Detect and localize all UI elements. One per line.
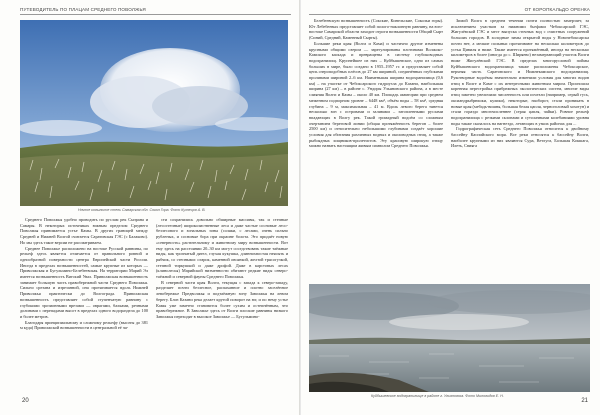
left-column-1	[20, 217, 148, 389]
right-column-2	[451, 18, 589, 280]
left-header-rule	[20, 14, 291, 15]
paragraph: Зимой Волга в среднем течении почти полностью замерзает, за исключением участков за нижними бьефами Чебоксарской ГЭС, Жигулёвской ГЭС и мест выпуска сточных вод с очистных сооружений больших городов. В холодные зимы открытой воды у Новочебоксарска почти нет, а мелкие полыньи протягивают на несколько километров до устья Цивиля и ниже. Также имеется протяжённый, иногда на несколько километров в более (иногда до с. Ширяево) незамерзающий участок Волги ниже Жигулёвской ГЭС. В пределах многорусловой поймы Куйбышевского водохранилища также расположены Чебоксарское, верхняя часть Саратовского и Нижнекамского водохранилищ. Рукотворные водоёмы значительно изменили условия для многих видов птиц в Волге и Каме с их интересными животным миром. Произошла коренная перестройка прибрежных экологических систем, многие виды птиц заметно увеличили численность или исчезли (например, серый гусь, оксиандрыбрюшки, кулики), некоторые, наоборот, стали проникать в новые края (мебадь-вишня, большая белая цапля, черноголовый хохотун) и стали гораздо многочисленнее (серая цапля, чайки). Ровное рельеф водохранилища с резкими склонами и сутолачными колебаниями уровня воды также сказалось на нагнездо, летающих в узких районах для ...	[451, 18, 589, 126]
steppe-photo-caption: Ночное ковыльное степь Самарская обл. Сокол Гора. Фото Кузнецов А. В.	[78, 208, 206, 212]
right-header-rule	[309, 14, 590, 15]
paragraph: В северной части края Волги, текущая с запада к северо-западу, разделяет почти безлесное, распаханное и плотно заселённое левобережье Предволжья и подтаёжную зону Заволжья на левом берегу. Близ Казани река делает крутой поворот на юг, и по нему устье Камы уже заметно становится более сухим и остепнённым, что правобережное. В Заволжье здесь от Волги плоские равнины низкого Заволжья переходят в высокое Заволжье — Бугульмино-	[156, 279, 288, 319]
reservoir-photo	[309, 284, 590, 392]
paragraph: Среднее Поволжье расположено на востоке Русской равнины, по рельеф здесь является отличается от правильного ровной и однообразной поверхности центра Европейской части России. Иногда в пределах возвышенностей, самые крупные из которых — Приволжская и Бугульмино-Белебеевская. На территории Марий Эл имеется возвышенность Вятский Увал. Приволжская возвышенность занимает большую часть правобережной части Среднего Поволжья. Сильно срезана и изрезанной, она протягивается вдоль Нижней Приволжья практически до Волгограда. Приволжская возвышенность представляет собой ступенчатую равнину с глубокими эрозионными врезами — оврагами, балками, речными долинами с перепадами высот в пределах одного водораздела до 100 и более метров.	[20, 245, 148, 319]
steppe-photo	[20, 20, 288, 206]
right-running-head: ОТ КОРОПКАЛЬДО ОРЕНКА	[524, 7, 590, 12]
steppe-photo-image	[20, 20, 288, 206]
paragraph: Белебеевскую возвышенность (Сокские, Кинельские, Сокольи горы). Ют Лебебеевых представляет собой полого-наклонную равнину, на юго-востоке Самарской области заходит отроги возвышенности Общий Сырт (Синий, Средний, Каменный Сырты).	[309, 18, 443, 41]
paragraph: сти сохранились довольно обширные массивы, так и степные (лесостепные) широколиственные леса и даже частые сосновые лесо-безлесового и зональных зоны (соляки, с лесами, очень сильно рубленых, и сосновые бора при окраине болота. Это придаёт новую «северность» растительному и животному миру возвышенности. Вот ему здесь на расстоянии 20–30 км могут соседствовать такие таёжные виды, как тропчатый дятел, глухая кукушка, длиннохвостая неясыть и рябчик, со степными: огарок, каменной овсянкой, желтой трясогузкой, степной тиркушкой и даже дрофой. Даже в карстовых лесах (клинолесья) Марийской низменности обитают редкие виды северо-таёжной и северной фауны Среднего Поволжья.	[156, 217, 288, 280]
left-column-2	[156, 217, 288, 389]
paragraph: Гидрографическая сеть Среднего Поволжья относится к двойному бассейну Каспийского моря. Все реки относятся к бассейну Волги, наиболее крупными из них являются Сура, Ветлуга, Большая Кокшага, Илеть, Свияга	[451, 126, 589, 149]
left-page	[0, 0, 299, 415]
paragraph: Благодаря принципиальному и сложному рельефу (высоты до 381 м куда) Приволжской возвышенности в центральной её ча-	[20, 319, 148, 331]
reservoir-photo-caption: Куйбышевское водохранилище в районе г. Ульяновска. Фото Миловидов Е. Н.	[371, 394, 504, 398]
left-running-head: ПУТЕВОДИТЕЛЬ ПО ПЛАЦАМ СРЕДНЕГО ПОВОЛЖЬЯ	[20, 7, 146, 12]
right-page	[301, 0, 600, 415]
reservoir-photo-image	[309, 284, 590, 392]
right-column-1	[309, 18, 443, 280]
left-page-number: 20	[22, 398, 29, 404]
right-page-number: 21	[581, 398, 588, 404]
paragraph: Большие реки края (Волга и Кама) и частично другие изменены крупными общими озером — зарегулированы плотинами Волжско-Камского каскада и превращены в систему глубоководных водохранилищ. Крупнейшее из них – Куйбышевское, одно из самых больших в мире, было создано в 1955–1957 гг. и представляет собой цепь озероподобных плёсов до 27 км шириной, соединённых глубокими проливами шириной 2–6 км. Наименьшая ширина водохранилища (0,6 км) – на участке от Чебоксарского гидроузла до Казани, наибольшая ширина (27 км) – в районе с. Ундоры Ульяновского района, а в месте слияния Волги и Камы – около 40 км. Площадь акватории при среднем меженном подпорном уровне – 6448 км², объём воды – 58 км³, средняя глубина – 9 м, максимальная – 41 м. Вдоль левого берега тянется несколько зон с островами и заливами – затопленными руслами впадающих в Волгу рек. Такой громадный водоём со сложным очертанием береговой линии (общая протяжённость берегов – более 2500 км) и относительно небольшими глубинами создаёт хорошие условия для обитания различных водных и околоводных птиц, а также рыбоядных хищников-пролетистов. Эту красивую широкую птицу можно назвать настоящим живым символом Среднего Поволжья.	[309, 40, 443, 149]
paragraph: Среднего Поволжья удобно проводить по руслам рек Сызрана и Самары. В некоторых источниках южным пределом Среднего Поволжья принимается устье Камы. В других границей между Средней и Нижней Волгой считается Саратовская ГЭС (с Балаково). Но мы здесь такое версии не рассматриваем.	[20, 217, 148, 245]
